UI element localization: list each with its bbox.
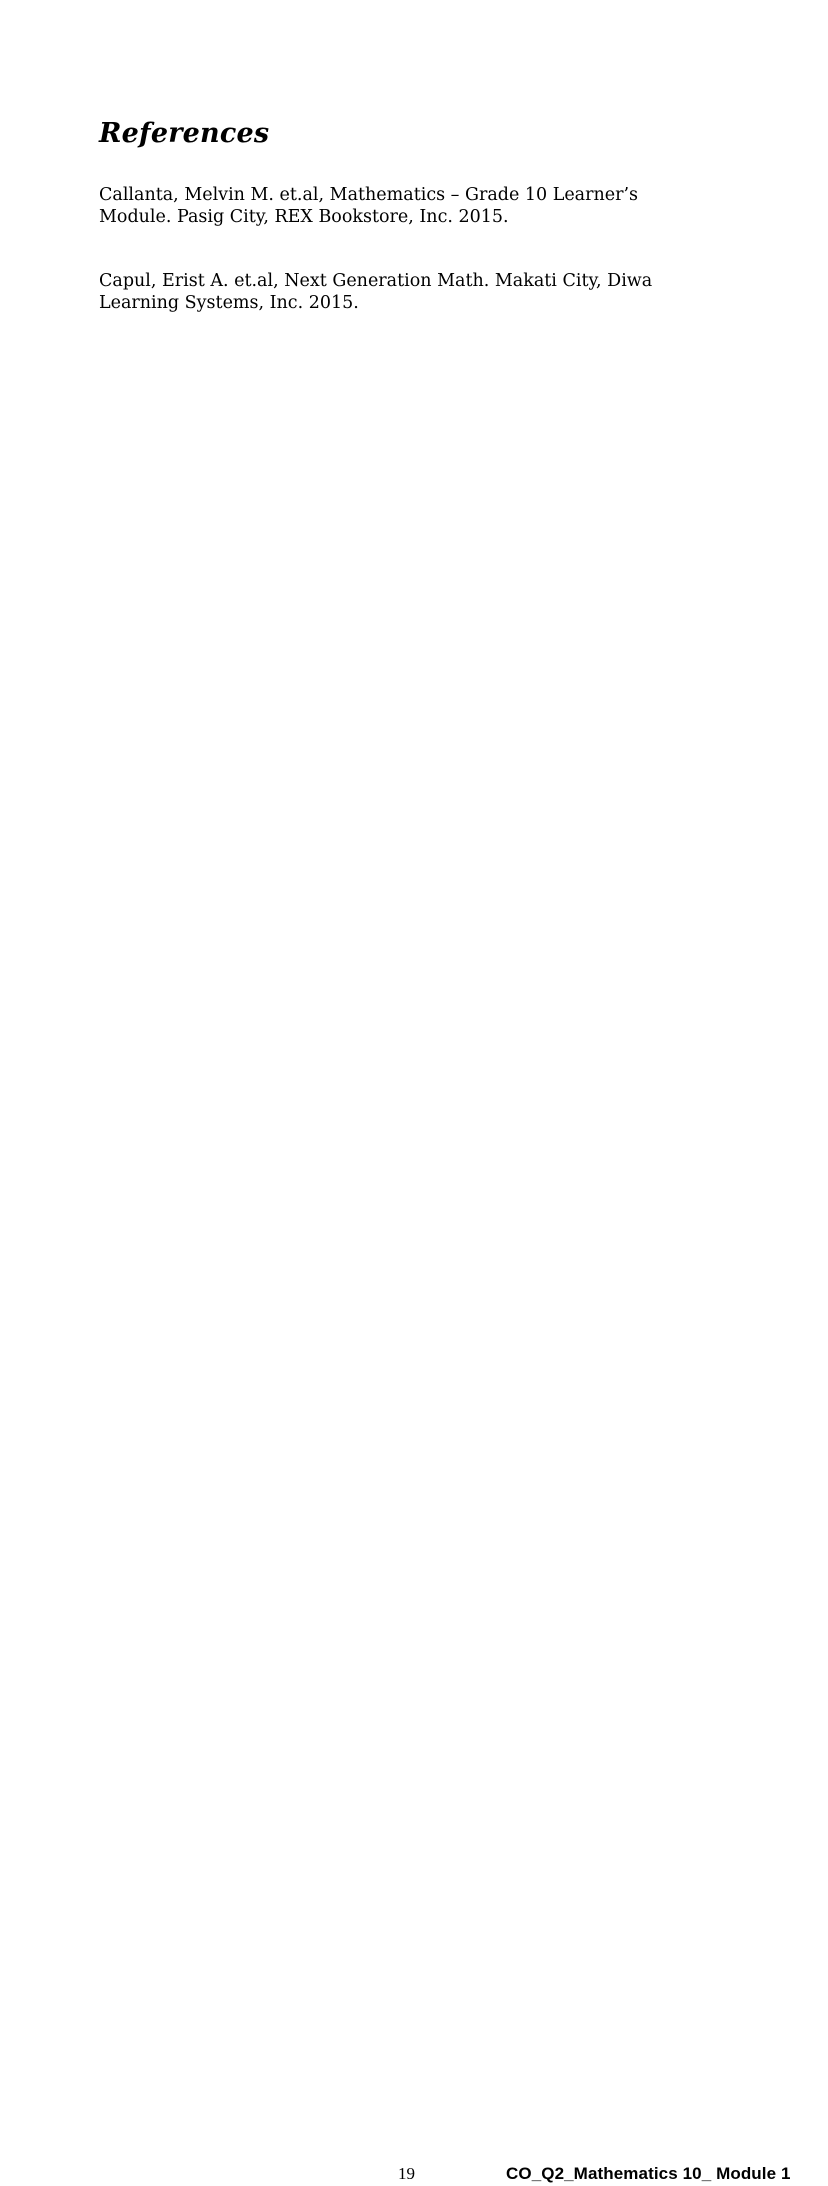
page-number: 19 bbox=[398, 2164, 415, 2183]
page-footer bbox=[0, 1080, 828, 2183]
reference-item: Callanta, Melvin M. et.al, Mathematics – Grade 10 Learner’s Module. Pasig City, REX Bookstore, Inc. 2015. bbox=[99, 185, 639, 227]
reference-item: Capul, Erist A. et.al, Next Generation Math. Makati City, Diwa Learning Systems, Inc. 2015. bbox=[99, 271, 653, 313]
page-content bbox=[99, 118, 739, 356]
footer-module-label: CO_Q2_Mathematics 10_ Module 1 bbox=[506, 2164, 791, 2183]
page-title: References bbox=[99, 118, 270, 149]
